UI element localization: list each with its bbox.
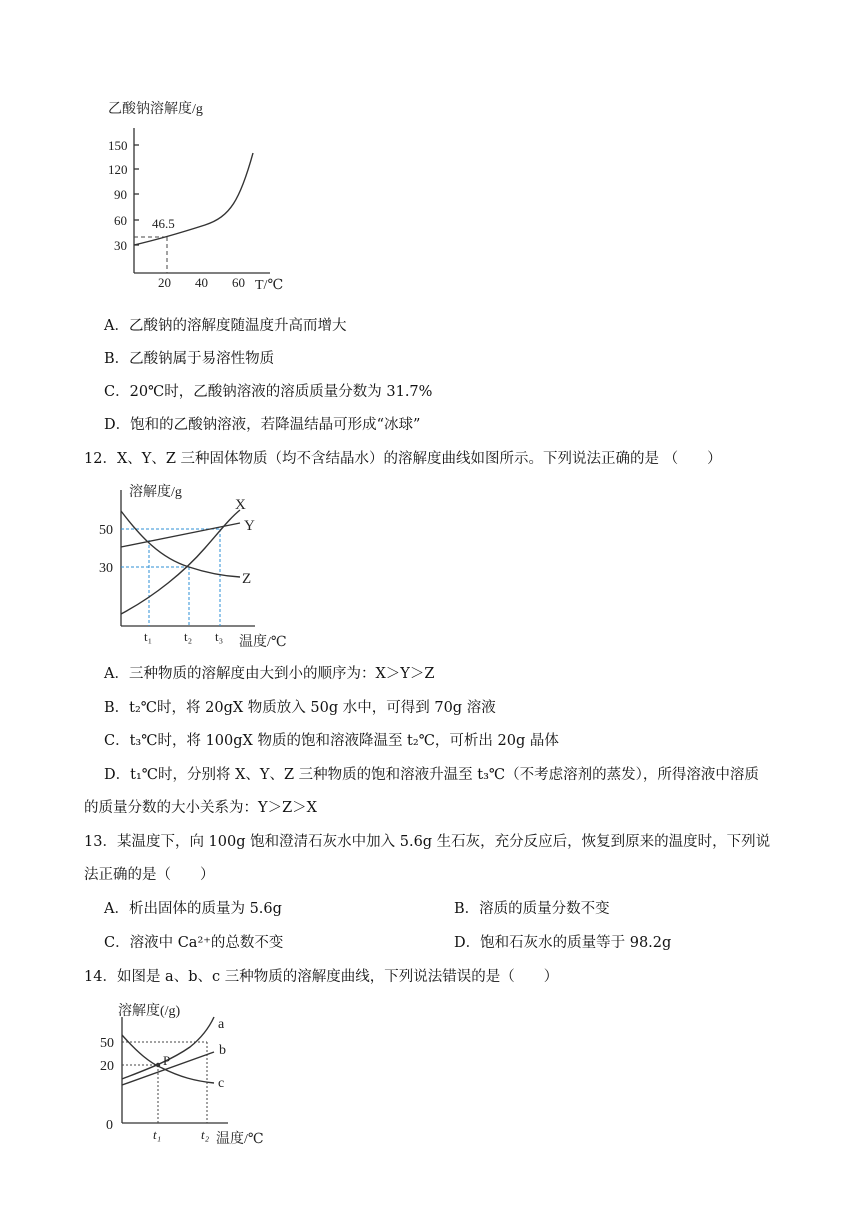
chart2-ytick-50: 50 xyxy=(99,523,113,538)
chart1-ylabel: 乙酸钠溶解度/g xyxy=(108,102,203,117)
chart3-label-b: b xyxy=(219,1043,226,1058)
chart1-xlabel: T/℃ xyxy=(255,278,284,293)
chart2-label-x: X xyxy=(235,497,246,513)
chart2-xtick-t1: t₁ xyxy=(144,629,153,644)
chart1-ytick-90: 90 xyxy=(114,187,127,202)
chart2-label-y: Y xyxy=(244,518,255,534)
abc-solubility-chart xyxy=(100,995,300,1150)
chart3-point-p xyxy=(156,1063,160,1067)
chart3-label-p: P xyxy=(163,1053,171,1068)
q13-stem-line1: 13．某温度下，向 100g 饱和澄清石灰水中加入 5.6g 生石灰，充分反应后，恢复到原来的温度时，下列说 xyxy=(84,834,771,850)
q12-stem: 12．X、Y、Z 三种固体物质（均不含结晶水）的溶解度曲线如图所示。下列说法正确的是 （ ） xyxy=(84,451,722,467)
chart3-curve-a xyxy=(122,1017,214,1079)
q12-option-d-line1: D．t₁℃时，分别将 X、Y、Z 三种物质的饱和溶液升温至 t₃℃（不考虑溶剂的蒸发），所得溶液中溶质 xyxy=(104,767,759,783)
q12-option-a: A．三种物质的溶解度由大到小的顺序为：X＞Y＞Z xyxy=(104,666,435,682)
chart2-xlabel: 温度/℃ xyxy=(239,635,287,650)
q13-option-a: A．析出固体的质量为 5.6g xyxy=(104,901,282,917)
chart3-ylabel: 溶解度(/g) xyxy=(118,1004,181,1019)
q13-option-d: D．饱和石灰水的质量等于 98.2g xyxy=(454,935,672,951)
chart1-annotation-46-5: 46.5 xyxy=(152,216,175,231)
q14-stem: 14．如图是 a、b、c 三种物质的溶解度曲线，下列说法错误的是（ ） xyxy=(84,969,559,985)
chart2-xtick-t2: t₂ xyxy=(184,629,193,644)
chart1-ytick-150: 150 xyxy=(108,138,128,153)
q11-option-b: B．乙酸钠属于易溶性物质 xyxy=(104,351,275,367)
q12-option-c: C．t₃℃时，将 100gX 物质的饱和溶液降温至 t₂℃，可析出 20g 晶体 xyxy=(104,733,559,749)
sodium-acetate-solubility-chart xyxy=(100,95,300,300)
chart2-label-z: Z xyxy=(242,571,252,587)
q11-option-d: D．饱和的乙酸钠溶液，若降温结晶可形成“冰球” xyxy=(104,417,421,433)
q13-option-b: B．溶质的质量分数不变 xyxy=(454,901,610,917)
chart1-x-ticks xyxy=(158,275,283,293)
chart3-ytick-0: 0 xyxy=(106,1118,113,1133)
chart3-xtick-t1: t₁ xyxy=(153,1127,162,1142)
chart3-xtick-t2: t₂ xyxy=(201,1127,210,1142)
chart1-ytick-60: 60 xyxy=(114,213,127,228)
chart1-solubility-curve xyxy=(134,153,253,245)
chart3-label-c: c xyxy=(218,1076,225,1091)
chart1-xtick-60: 60 xyxy=(232,275,245,290)
q11-option-a: A．乙酸钠的溶解度随温度升高而增大 xyxy=(104,318,347,334)
chart1-xtick-40: 40 xyxy=(195,275,208,290)
chart1-ytick-120: 120 xyxy=(108,162,128,177)
chart3-xlabel: 温度/℃ xyxy=(216,1132,264,1147)
chart2-curve-x xyxy=(121,510,240,614)
chart2-ylabel: 溶解度/g xyxy=(129,485,182,500)
chart1-xtick-20: 20 xyxy=(158,275,171,290)
xyz-solubility-chart xyxy=(95,476,310,656)
chart3-ytick-20: 20 xyxy=(100,1059,114,1074)
chart1-ytick-30: 30 xyxy=(114,238,127,253)
chart3-ytick-50: 50 xyxy=(100,1036,114,1051)
chart3-label-a: a xyxy=(218,1017,225,1032)
q12-option-b: B．t₂℃时，将 20gX 物质放入 50g 水中，可得到 70g 溶液 xyxy=(104,700,496,716)
q13-option-c: C．溶液中 Ca²⁺的总数不变 xyxy=(104,935,284,951)
chart2-curve-y xyxy=(121,523,240,547)
q12-option-d-line2: 的质量分数的大小关系为：Y＞Z＞X xyxy=(84,800,317,816)
chart2-ytick-30: 30 xyxy=(99,561,113,576)
q13-stem-line2: 法正确的是（ ） xyxy=(84,867,215,883)
q11-option-c: C．20℃时，乙酸钠溶液的溶质质量分数为 31.7% xyxy=(104,384,433,400)
chart2-xtick-t3: t₃ xyxy=(215,629,224,644)
